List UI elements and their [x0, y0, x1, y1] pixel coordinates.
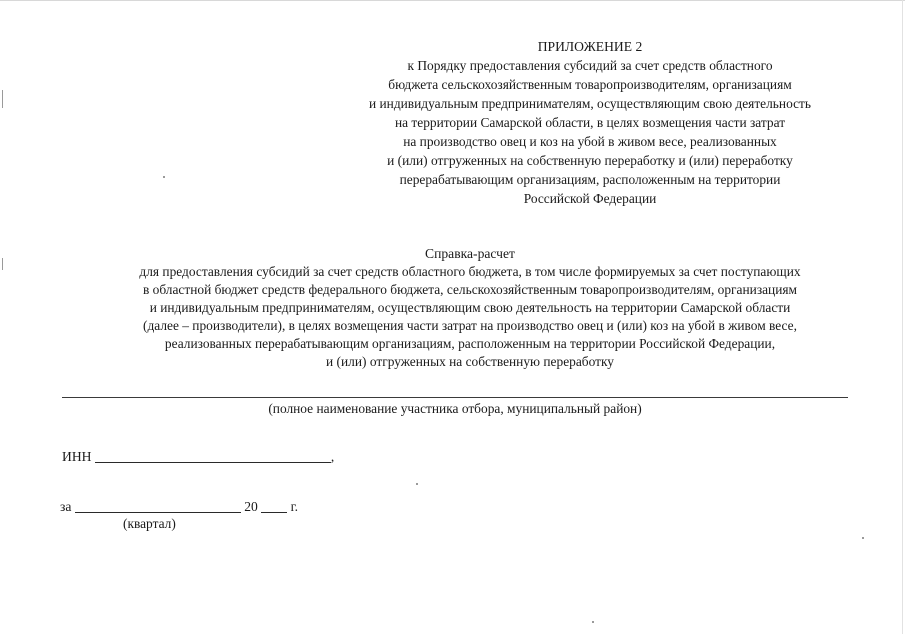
annex-line: бюджета сельскохозяйственным товаропроизводителям, организациям — [388, 77, 792, 92]
inn-suffix: , — [330, 449, 335, 464]
scan-speck — [2, 90, 3, 108]
scan-speck — [416, 483, 418, 485]
annex-line: на территории Самарской области, в целях возмещения части затрат — [394, 115, 786, 130]
scan-edge-top — [0, 0, 905, 1]
inn-row — [62, 448, 334, 466]
participant-name-line — [62, 397, 848, 398]
inn-label: ИНН — [62, 449, 92, 464]
calculation-block — [40, 245, 900, 371]
annex-line: перерабатывающим организациям, расположенным на территории — [399, 172, 781, 187]
annex-line: и (или) отгруженных на собственную переработку и (или) переработку — [387, 153, 793, 168]
calculation-line: реализованных перерабатывающим организациям, расположенным на территории Российской Федерации, — [164, 336, 776, 351]
quarter-caption: (квартал) — [123, 516, 176, 531]
scan-speck — [592, 621, 594, 623]
scan-edge-right — [902, 0, 903, 634]
annex-line: Российской Федерации — [523, 191, 657, 206]
annex-block — [330, 37, 850, 208]
calculation-title: Справка-расчет — [425, 246, 515, 261]
scan-speck — [862, 537, 864, 539]
period-row — [60, 498, 298, 516]
quarter-blank — [75, 498, 241, 513]
inn-blank — [95, 448, 331, 463]
annex-title: ПРИЛОЖЕНИЕ 2 — [537, 39, 643, 54]
calculation-line: и (или) отгруженных на собственную переработку — [326, 354, 614, 369]
calculation-line: в областной бюджет средств федерального бюджета, сельскохозяйственным товаропроизводителям, организациям — [142, 282, 798, 297]
period-prefix: за — [60, 499, 72, 514]
year-blank — [261, 498, 287, 513]
annex-line: к Порядку предоставления субсидий за счет средств областного — [407, 58, 773, 73]
annex-line: на производство овец и коз на убой в живом весе, реализованных — [403, 134, 777, 149]
year-suffix: г. — [290, 499, 299, 514]
scan-speck — [163, 176, 165, 178]
calculation-line: и индивидуальным предпринимателям, осуществляющим свою деятельность на территории Самарской области — [149, 300, 791, 315]
annex-line: и индивидуальным предпринимателям, осуществляющим свою деятельность — [368, 96, 812, 111]
calculation-line: для предоставления субсидий за счет средств областного бюджета, в том числе формируемых за счет поступающих — [139, 264, 801, 279]
participant-name-caption: (полное наименование участника отбора, муниципальный район) — [268, 401, 642, 416]
scan-speck — [2, 258, 3, 270]
year-prefix: 20 — [244, 499, 258, 514]
calculation-line: (далее – производители), в целях возмещения части затрат на производство овец и (или) коз на убой в живом весе, — [143, 318, 797, 333]
